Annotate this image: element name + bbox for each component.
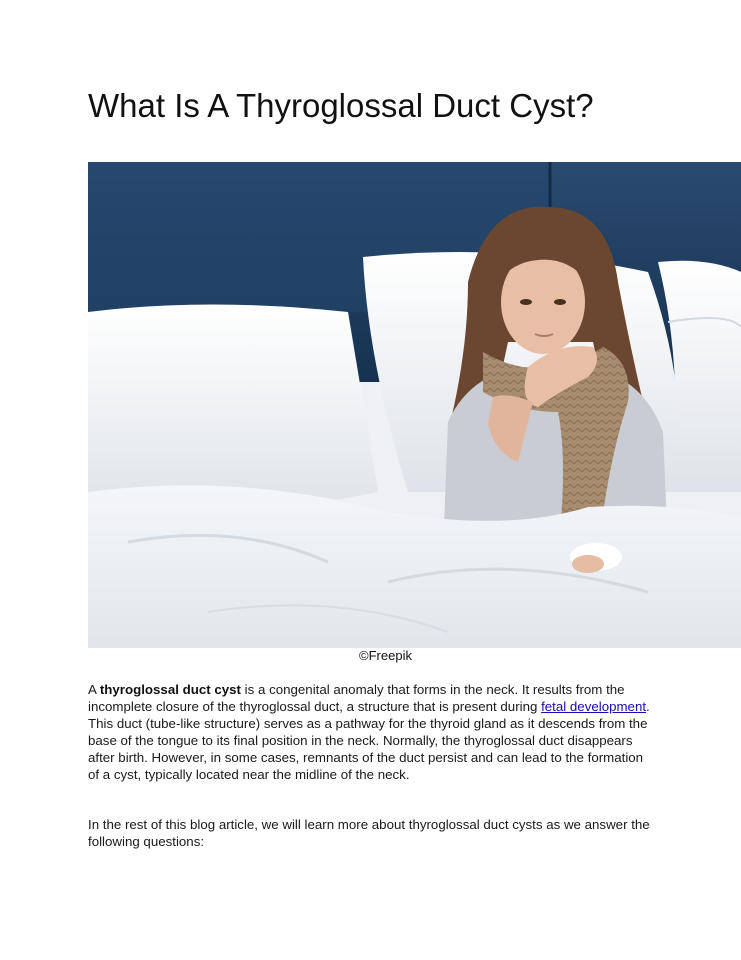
intro-paragraph	[88, 681, 653, 783]
photo-illustration	[88, 162, 741, 648]
intro-prefix: A	[88, 682, 100, 697]
article-photo	[88, 162, 741, 648]
fetal-development-link[interactable]: fetal development	[541, 699, 647, 714]
intro-text-before-link: is a congenital anomaly that forms in the neck. It results from the incomplete closure of the thyroglossal duct, a structure that is present during	[88, 682, 625, 714]
page-title: What Is A Thyroglossal Duct Cyst?	[88, 87, 594, 124]
duvet	[88, 485, 741, 648]
intro-text-after-link: . This duct (tube-like structure) serves as a pathway for the thyroid gland as it descends from the base of the tongue to its final position in the neck. Normally, the thyroglossal duct disappears after birth. However, in some cases, remnants of the duct persist and can lead to the formation of a cyst, typically located near the midline of the neck.	[88, 699, 650, 782]
pillow-left	[88, 305, 378, 511]
image-credit: ©Freepik	[359, 648, 412, 663]
bold-term: thyroglossal duct cyst	[99, 682, 241, 697]
follow-up-paragraph: In the rest of this blog article, we will learn more about thyroglossal duct cysts as we answer the following questions:	[88, 817, 650, 849]
